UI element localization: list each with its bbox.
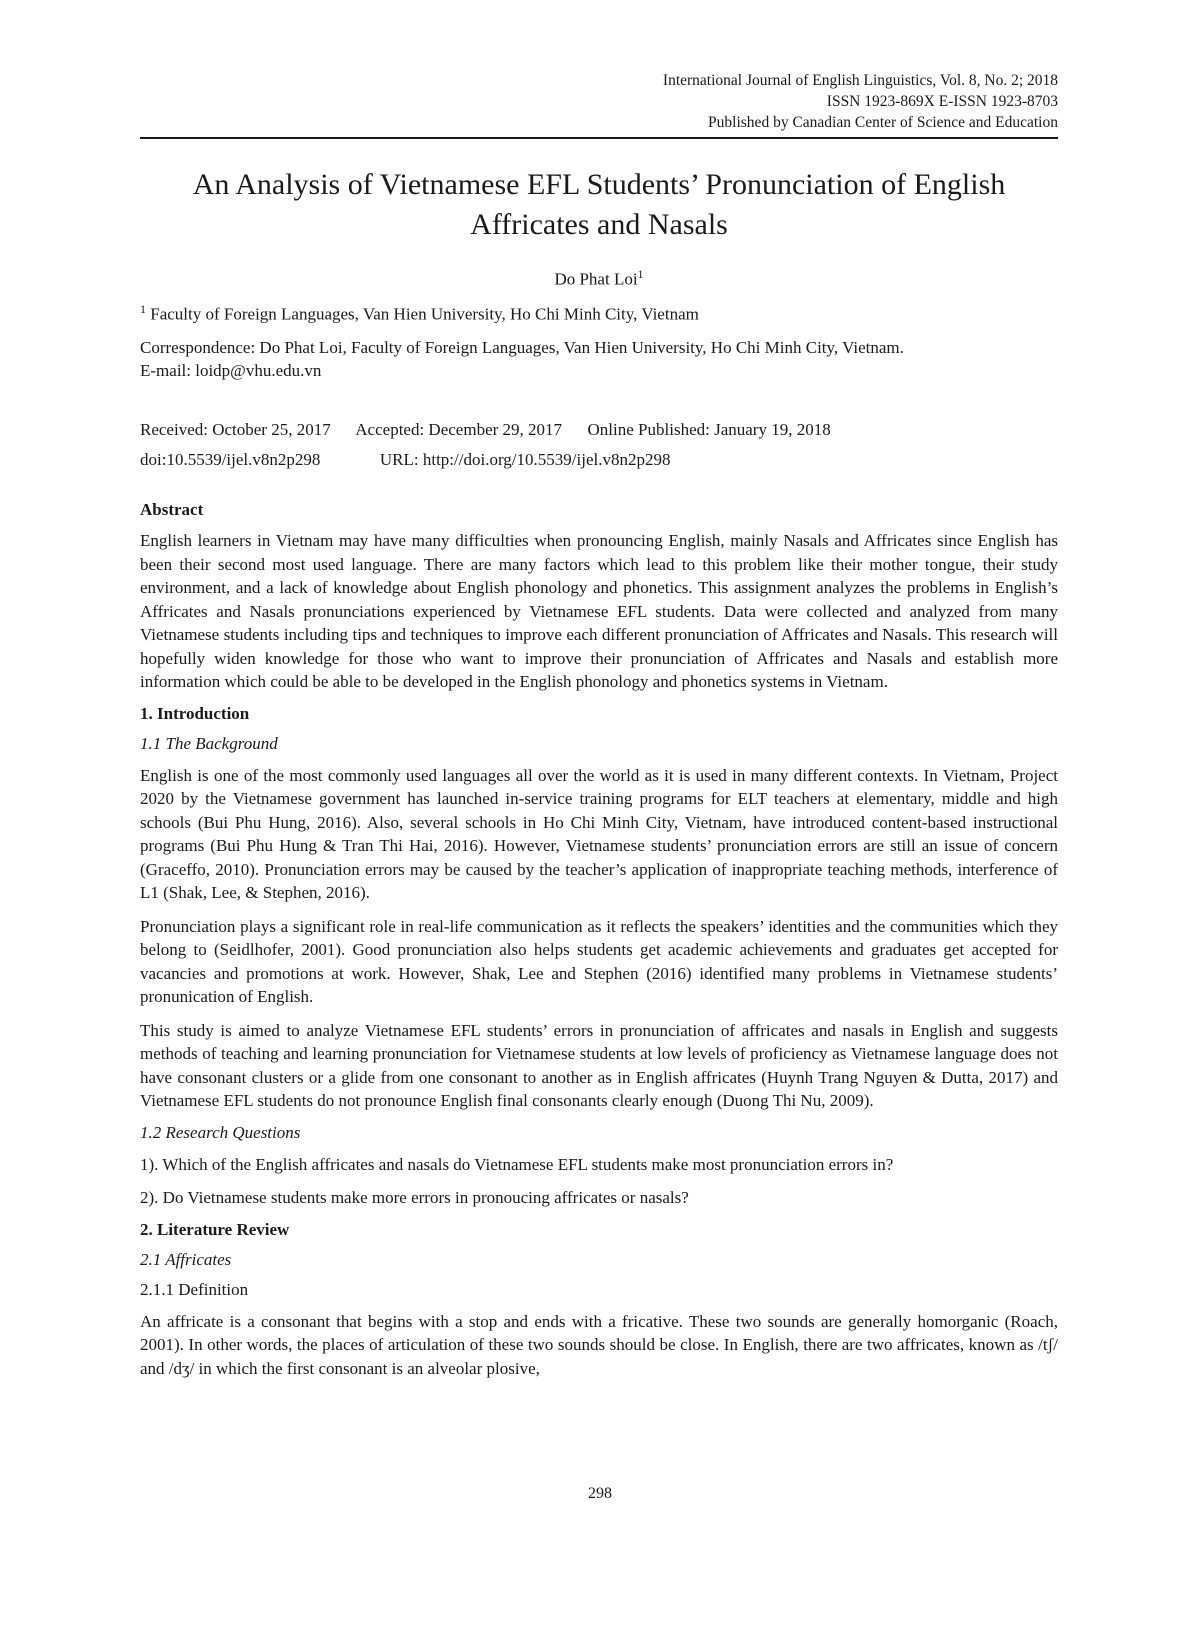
doi: doi:10.5539/ijel.v8n2p298 <box>140 450 321 470</box>
header-rule <box>140 137 1058 139</box>
page <box>140 70 1058 1380</box>
paragraph: An affricate is a consonant that begins with a stop and ends with a fricative. These two sounds are generally homorganic (Roach, 2001). In other words, the places of articulation of these two sounds should be close. In English, there are two affricates, known as /tʃ/ and /dʒ/ in which the first consonant is an alveolar plosive, <box>140 1311 1058 1378</box>
affiliation-text: Faculty of Foreign Languages, Van Hien University, Ho Chi Minh City, Vietnam <box>150 304 699 324</box>
email: E-mail: loidp@vhu.edu.vn <box>140 361 322 381</box>
abstract-text: English learners in Vietnam may have many difficulties when pronouncing English, mainly Nasals and Affricates since English has been their second most used language. There are many factors which lead to this problem like their mother tongue, their study environment, and a lack of knowledge about English phonology and phonetics. This assignment analyzes the problems in English’s Affricates and Nasals pronunciations experienced by Vietnamese EFL students. Data were collected and analyzed from many Vietnamese students including tips and techniques to improve each different pronunciation of Affricates and Nasals. This research will hopefully widen knowledge for those who want to improve their pronunciation of Affricates and Nasals and establish more information which could be able to be developed in the English phonology and phonetics systems in Vietnam. <box>140 531 1058 692</box>
paragraph: This study is aimed to analyze Vietnamese EFL students’ errors in pronunciation of affricates and nasals in English and suggests methods of teaching and learning pronunciation for Vietnamese students at low levels of proficiency as Vietnamese language does not have consonant clusters or a glide from one consonant to another as in English affricates (Huynh Trang Nguyen & Dutta, 2017) and Vietnamese EFL students do not pronounce English final consonants clearly enough (Duong Thi Nu, 2009). <box>140 1020 1058 1111</box>
research-question-2: 2). Do Vietnamese students make more errors in pronoucing affricates or nasals? <box>140 1188 689 1208</box>
author <box>140 267 1058 290</box>
journal-citation: International Journal of English Linguistics, Vol. 8, No. 2; 2018 <box>662 72 1058 89</box>
author-name: Do Phat Loi <box>554 269 638 289</box>
subsection-heading-research-questions: 1.2 Research Questions <box>140 1122 301 1142</box>
published-date: Online Published: January 19, 2018 <box>587 420 831 440</box>
dates-line <box>140 420 1058 440</box>
correspondence-text: Correspondence: Do Phat Loi, Faculty of Foreign Languages, Van Hien University, Ho Chi Minh City, Vietnam. <box>140 338 904 358</box>
issn: ISSN 1923-869X E-ISSN 1923-8703 <box>826 93 1058 110</box>
paragraph: English is one of the most commonly used languages all over the world as it is used in many different contexts. In Vietnam, Project 2020 by the Vietnamese government has launched in-service training programs for ELT teachers at elementary, middle and high schools (Bui Phu Hung, 2016). Also, several schools in Ho Chi Minh City, Vietnam, have introduced content-based instructional programs (Bui Phu Hung & Tran Thi Hai, 2016). However, Vietnamese students’ pronunciation errors are still an issue of concern (Graceffo, 2010). Pronunciation errors may be caused by the teacher’s application of inappropriate teaching methods, interference of L1 (Shak, Lee, & Stephen, 2016). <box>140 765 1058 903</box>
abstract-heading: Abstract <box>140 500 204 520</box>
subsubsection-heading-definition: 2.1.1 Definition <box>140 1279 249 1299</box>
affiliation-superscript: 1 <box>140 301 146 316</box>
subsection-heading-affricates: 2.1 Affricates <box>140 1249 232 1269</box>
received-date: Received: October 25, 2017 <box>140 420 331 440</box>
author-superscript: 1 <box>637 267 644 281</box>
url-link[interactable]: URL: http://doi.org/10.5539/ijel.v8n2p298 <box>379 450 671 470</box>
running-header <box>140 70 1058 133</box>
doi-line <box>140 450 1058 470</box>
research-question-1: 1). Which of the English affricates and nasals do Vietnamese EFL students make most pronunciation errors in? <box>140 1154 894 1174</box>
paper-title: An Analysis of Vietnamese EFL Students’ Pronunciation of English Affricates and Nasals <box>192 168 1006 241</box>
page-number: 298 <box>588 1485 612 1502</box>
accepted-date: Accepted: December 29, 2017 <box>355 420 563 440</box>
section-heading-introduction: 1. Introduction <box>140 703 250 723</box>
affiliation <box>140 302 1058 325</box>
subsection-heading-background: 1.1 The Background <box>140 733 278 753</box>
correspondence <box>140 336 1058 382</box>
paragraph: Pronunciation plays a significant role in real-life communication as it reflects the speakers’ identities and the communities which they belong to (Seidlhofer, 2001). Good pronunciation also helps students get academic achievements and graduates get accepted for vacancies and promotions at work. However, Shak, Lee and Stephen (2016) identified many problems in Vietnamese students’ pronunication of English. <box>140 916 1058 1007</box>
section-heading-literature-review: 2. Literature Review <box>140 1219 290 1239</box>
publisher: Published by Canadian Center of Science and Education <box>708 114 1058 131</box>
